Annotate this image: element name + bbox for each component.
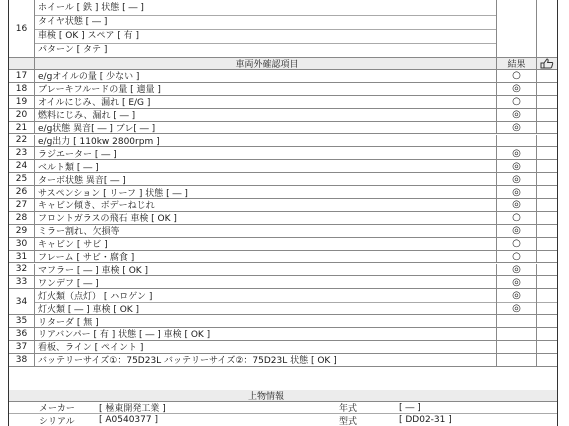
row-result: ◎ bbox=[497, 264, 537, 276]
row-item-text: サスペンション [ リーフ ] 状態 [ ― ] bbox=[35, 186, 497, 198]
row-result: ◎ bbox=[497, 186, 537, 198]
inspection-row bbox=[9, 238, 557, 251]
serial-value: [ A0540377 ] bbox=[99, 415, 158, 425]
row-number: 28 bbox=[9, 212, 35, 224]
row-icon-cell bbox=[537, 109, 557, 121]
row-item-text: キャビン [ サビ ] bbox=[35, 238, 497, 250]
row-16 bbox=[9, 0, 557, 58]
row-icon-cell bbox=[537, 70, 557, 82]
inspection-row bbox=[9, 251, 557, 264]
row-icon-cell bbox=[537, 315, 557, 327]
row-item-text: ミラー割れ、欠損等 bbox=[35, 225, 497, 237]
inspection-row bbox=[9, 276, 557, 289]
header-number-cell bbox=[9, 58, 35, 69]
row-icon-cell bbox=[537, 238, 557, 250]
row-item-text: ターボ状態 異音[ ― ] bbox=[35, 173, 497, 185]
row-number: 26 bbox=[9, 186, 35, 198]
row-result: ◎ bbox=[497, 199, 537, 211]
row-result: ◎ bbox=[497, 109, 537, 121]
inspection-row bbox=[9, 135, 557, 148]
row-item-text: フロントガラスの飛石 車検 [ OK ] bbox=[35, 212, 497, 224]
row-icon-cell bbox=[537, 328, 557, 340]
inspection-row bbox=[9, 328, 557, 341]
year-label: 年式 bbox=[339, 404, 358, 413]
inspection-row bbox=[9, 109, 557, 122]
inspection-row bbox=[9, 212, 557, 225]
row-number: 27 bbox=[9, 199, 35, 211]
row-number: 30 bbox=[9, 238, 35, 250]
row-item-text: フレーム [ サビ・腐食 ] bbox=[35, 251, 497, 263]
row-icon-cell bbox=[537, 122, 557, 134]
inspection-row bbox=[9, 225, 557, 238]
row-item-text: e/g出力 [ 110kw 2800rpm ] bbox=[35, 135, 497, 147]
row-number: 35 bbox=[9, 315, 35, 327]
row-number: 32 bbox=[9, 264, 35, 276]
row-item-text: 燃料にじみ、漏れ [ ― ] bbox=[35, 109, 497, 121]
row-number: 36 bbox=[9, 328, 35, 340]
upper-row-1 bbox=[9, 402, 557, 414]
row-item-text: マフラー [ ― ] 車検 [ OK ] bbox=[35, 264, 497, 276]
row-icon-cell bbox=[537, 83, 557, 95]
row-number: 23 bbox=[9, 147, 35, 159]
row-item-text: ワンデフ [ ― ] bbox=[35, 276, 497, 288]
row-icon-cell bbox=[537, 173, 557, 185]
row-item-text: バッテリーサイズ①：75D23L バッテリーサイズ②：75D23L 状態 [ OK ] bbox=[35, 354, 497, 366]
row-result bbox=[497, 328, 537, 340]
row-16-line-2: タイヤ状態 [ ― ] bbox=[38, 17, 108, 27]
row-result bbox=[497, 315, 537, 327]
row-item-text: オイルにじみ、漏れ [ E/G ] bbox=[35, 96, 497, 108]
row-number: 18 bbox=[9, 83, 35, 95]
model-label: 型式 bbox=[339, 416, 358, 426]
row-result: ◎ bbox=[497, 147, 537, 159]
row-number: 16 bbox=[9, 0, 35, 57]
row-item-text: ベルト類 [ ― ] bbox=[35, 160, 497, 172]
result-cell bbox=[497, 0, 537, 57]
row-number: 33 bbox=[9, 276, 35, 288]
row-34 bbox=[9, 289, 557, 315]
row-number: 24 bbox=[9, 160, 35, 172]
icon-cell bbox=[537, 0, 557, 57]
row-number: 25 bbox=[9, 173, 35, 185]
row-number: 29 bbox=[9, 225, 35, 237]
row-result: ◎ bbox=[497, 122, 537, 134]
row-icon-cell bbox=[537, 160, 557, 172]
row-item-text: e/g状態 異音[ ― ] ブレ[ ― ] bbox=[35, 122, 497, 134]
inspection-row bbox=[9, 173, 557, 186]
row-icon-cell bbox=[537, 199, 557, 211]
row-item-text: ブレーキフルードの量 [ 適量 ] bbox=[35, 83, 497, 95]
model-value: [ DD02-31 ] bbox=[399, 415, 452, 425]
row-result: ○ bbox=[497, 238, 537, 250]
row-icon-cell bbox=[537, 354, 557, 366]
row-icon-cell bbox=[537, 225, 557, 237]
maker-label: メーカー bbox=[39, 404, 75, 413]
inspection-row bbox=[9, 70, 557, 83]
inspection-row bbox=[9, 83, 557, 96]
row-item-text: ラジエーター [ ― ] bbox=[35, 147, 497, 159]
row-number: 37 bbox=[9, 341, 35, 353]
row-icon-cell bbox=[537, 135, 557, 147]
row-result: ◎ bbox=[497, 83, 537, 95]
row-result: ○ bbox=[497, 212, 537, 224]
upper-header bbox=[9, 390, 557, 402]
thumbs-up-icon bbox=[537, 58, 557, 69]
serial-label: シリアル bbox=[39, 416, 75, 426]
row-16-line-3: 車検 [ OK ] スペア [ 有 ] bbox=[38, 31, 140, 41]
row-icon-cell bbox=[537, 289, 557, 314]
inspection-row bbox=[9, 341, 557, 354]
row-icon-cell bbox=[537, 147, 557, 159]
upper-row-2 bbox=[9, 414, 557, 426]
inspection-row bbox=[9, 147, 557, 160]
upper-title: 上物情報 bbox=[247, 392, 284, 401]
row-34-line-2: 灯火類 [ ― ] 車検 [ OK ] bbox=[35, 302, 497, 315]
inspection-row bbox=[9, 315, 557, 328]
inspection-row bbox=[9, 199, 557, 212]
section-title: 車両外確認項目 bbox=[35, 58, 497, 69]
year-value: [ ― ] bbox=[399, 402, 421, 413]
row-number: 34 bbox=[9, 289, 35, 314]
inspection-row bbox=[9, 264, 557, 277]
result-header: 結果 bbox=[497, 58, 537, 69]
inspection-row bbox=[9, 160, 557, 173]
row-number: 38 bbox=[9, 354, 35, 366]
row-16-line-4: パターン [ タテ ] bbox=[38, 45, 108, 55]
row-number: 19 bbox=[9, 96, 35, 108]
row-number: 17 bbox=[9, 70, 35, 82]
row-16-details bbox=[35, 0, 497, 57]
row-item-text: リターダ [ 無 ] bbox=[35, 315, 497, 327]
row-number: 21 bbox=[9, 122, 35, 134]
row-number: 20 bbox=[9, 109, 35, 121]
row-result bbox=[497, 135, 537, 147]
row-34-result-2: ◎ bbox=[497, 302, 537, 315]
row-result: ◎ bbox=[497, 160, 537, 172]
inspection-row bbox=[9, 354, 557, 367]
row-result: ◎ bbox=[497, 276, 537, 288]
row-34-result-1: ◎ bbox=[497, 289, 537, 302]
inspection-row bbox=[9, 122, 557, 135]
row-icon-cell bbox=[537, 276, 557, 288]
row-result: ◎ bbox=[497, 225, 537, 237]
row-icon-cell bbox=[537, 212, 557, 224]
inspection-row bbox=[9, 96, 557, 109]
row-item-text: リアバンパー [ 有 ] 状態 [ ― ] 車検 [ OK ] bbox=[35, 328, 497, 340]
maker-value: [ 極東開発工業 ] bbox=[99, 404, 166, 413]
inspection-row bbox=[9, 186, 557, 199]
row-result: ○ bbox=[497, 70, 537, 82]
row-34-line-1: 灯火類（点灯） [ ハロゲン ] bbox=[35, 289, 497, 302]
section-header bbox=[9, 58, 557, 70]
row-number: 31 bbox=[9, 251, 35, 263]
inspection-sheet bbox=[8, 0, 558, 426]
row-result: ○ bbox=[497, 96, 537, 108]
row-icon-cell bbox=[537, 186, 557, 198]
row-item-text: キャビン傾き、ボデーねじれ bbox=[35, 199, 497, 211]
row-16-line-1: ホイール [ 鉄 ] 状態 [ ― ] bbox=[38, 3, 144, 13]
row-icon-cell bbox=[537, 341, 557, 353]
row-icon-cell bbox=[537, 264, 557, 276]
row-result bbox=[497, 341, 537, 353]
row-icon-cell bbox=[537, 96, 557, 108]
row-result: ◎ bbox=[497, 173, 537, 185]
row-result: ○ bbox=[497, 251, 537, 263]
row-result bbox=[497, 354, 537, 366]
row-item-text: 看板、ライン [ ペイント ] bbox=[35, 341, 497, 353]
row-number: 22 bbox=[9, 135, 35, 147]
row-icon-cell bbox=[537, 251, 557, 263]
row-item-text: e/gオイルの量 [ 少ない ] bbox=[35, 70, 497, 82]
